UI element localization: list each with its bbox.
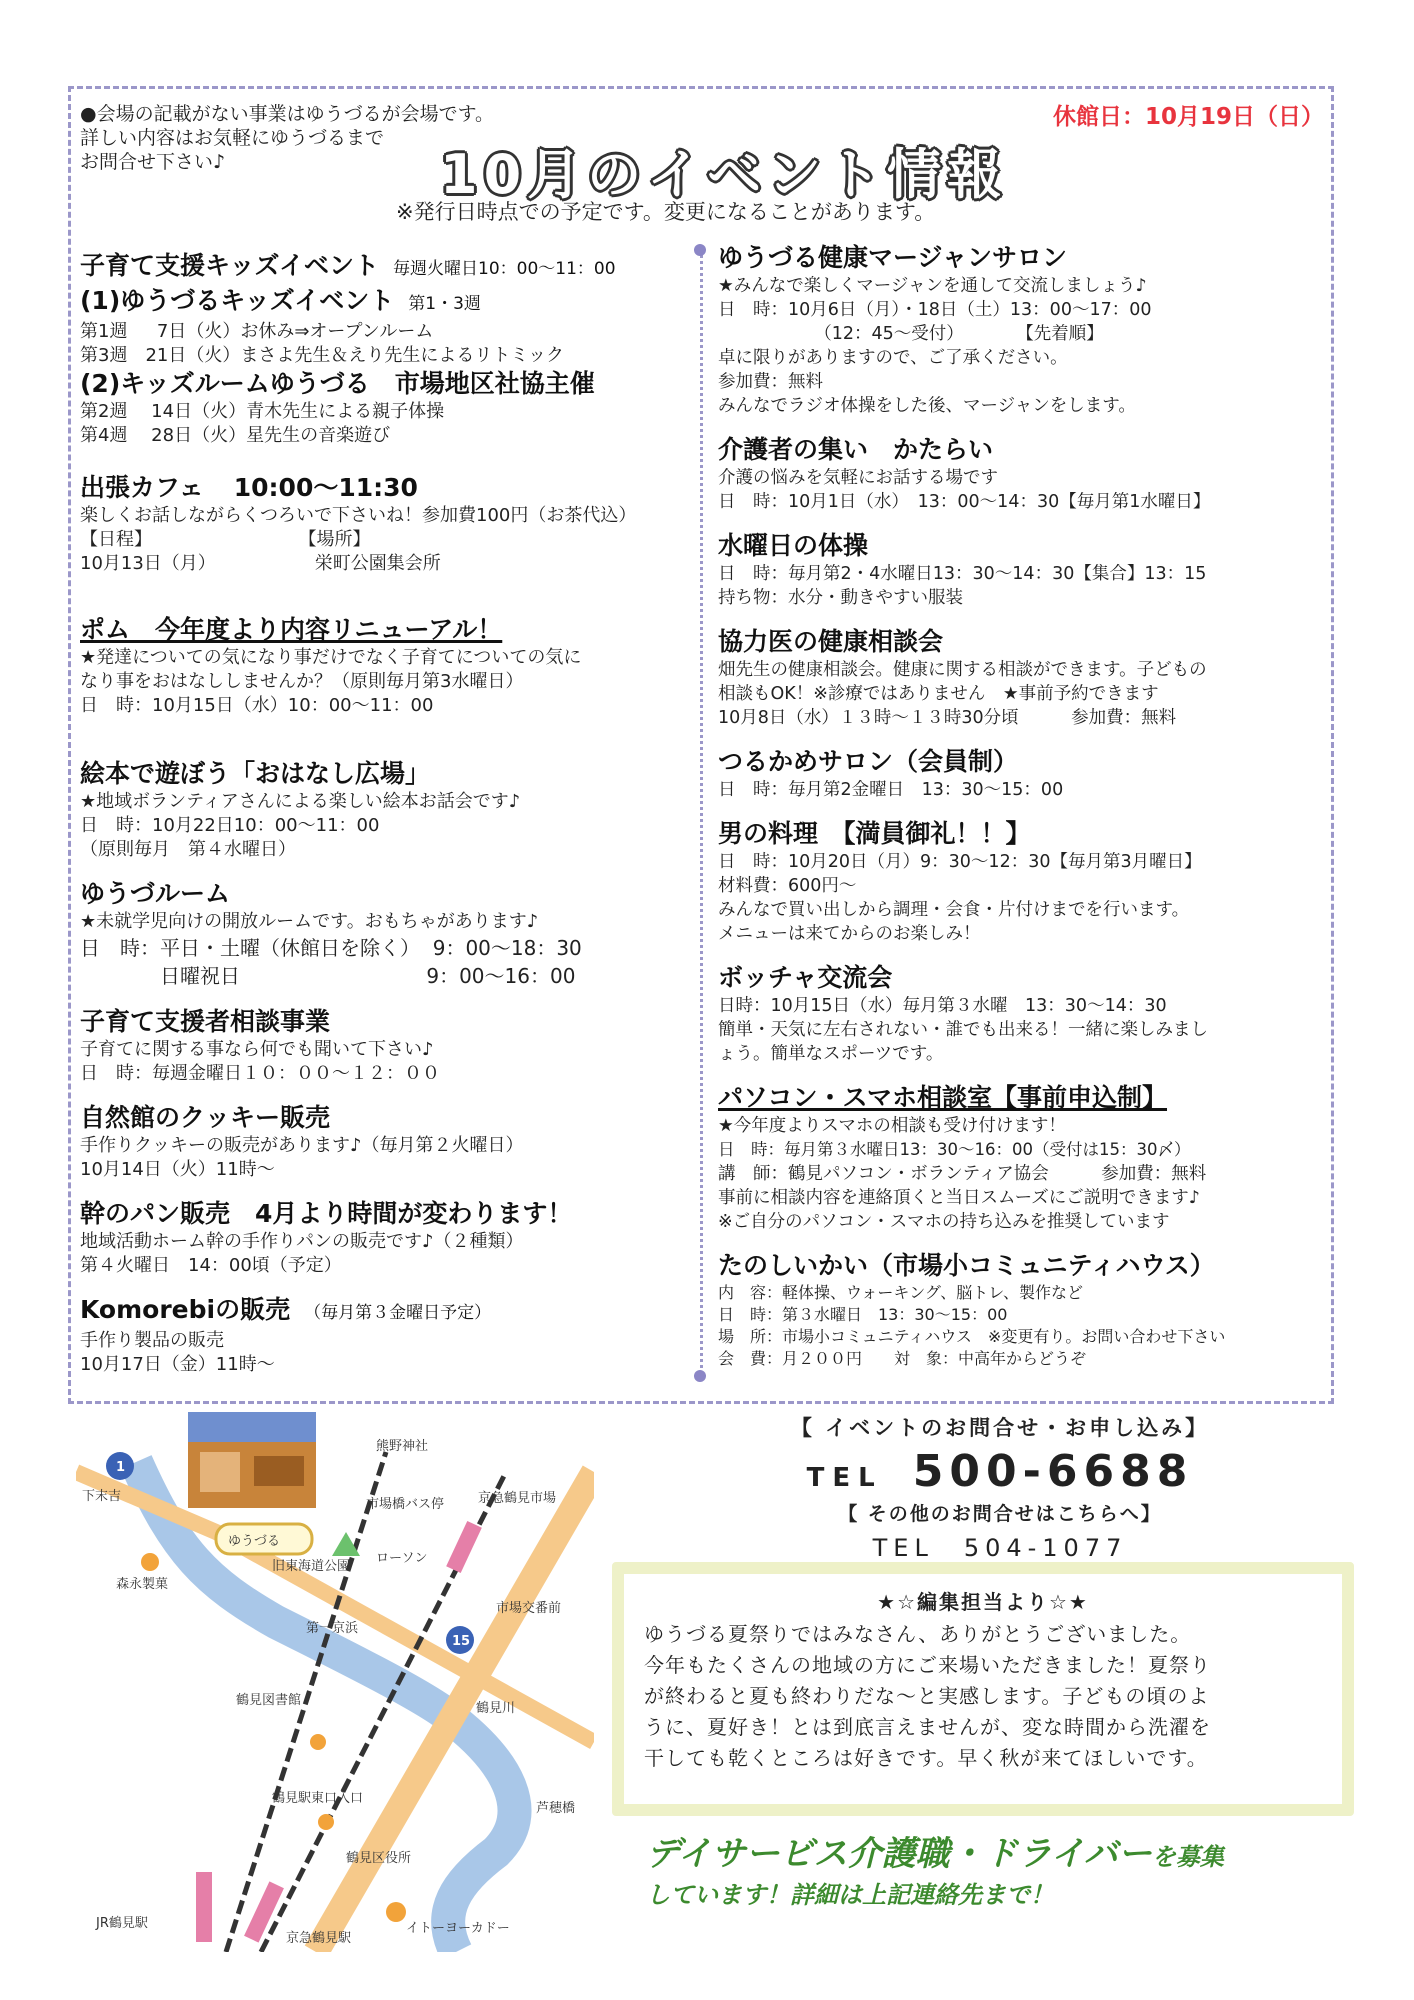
map-graphic — [76, 1412, 594, 1952]
event-line: 日 時：10月6日（月）・18日（土）13：00～17：00 — [718, 300, 1152, 320]
event-room — [80, 878, 692, 990]
event-title: 幹のパン販売 4月より時間が変わります！ — [80, 1199, 573, 1228]
page-subtitle: ※発行日時点での予定です。変更になることがあります。 — [396, 200, 936, 224]
event-line: 日 時：第３水曜日 13：30～15：00 — [718, 1305, 1008, 1324]
map-label: 鶴見川 — [476, 1701, 516, 1716]
editor-title: ★☆編集担当より☆★ — [877, 1590, 1089, 1614]
event-line: ★今年度よりスマホの相談も受け付けます！ — [718, 1116, 1066, 1136]
map-label: 鶴見区役所 — [346, 1851, 412, 1866]
recruit-sub: しています！詳細は上記連絡先まで！ — [646, 1881, 1054, 1909]
event-title: 自然館のクッキー販売 — [80, 1103, 331, 1132]
event-line: 日 時：毎月第2・4水曜日13：30～14：30【集合】13：15 — [718, 564, 1207, 584]
event-line: 日 時：毎月第2金曜日 13：30～15：00 — [718, 780, 1064, 800]
event-title: 絵本で遊ぼう「おはなし広場」 — [80, 759, 431, 788]
recruit-title: デイサービス介護職・ドライバー — [646, 1834, 1152, 1874]
event-line: 介護の悩みを気軽にお話する場です — [718, 468, 998, 488]
event-line: 10月14日（火）11時～ — [80, 1159, 275, 1180]
editor-line: うに、夏好き！とは到底言えませんが、変な時間から洗濯を — [644, 1715, 1211, 1739]
recruit-banner — [646, 1826, 1224, 1910]
map-label: 鶴見駅東口入口 — [272, 1791, 364, 1806]
event-schedule: （毎月第３金曜日予定） — [304, 1303, 492, 1323]
event-line: 日時：10月15日（水）毎月第３水曜 13：30～14：30 — [718, 996, 1167, 1016]
map-label: 鶴見図書館 — [236, 1693, 302, 1708]
event-title: つるかめサロン（会員制） — [718, 747, 1019, 776]
event-picture-book — [80, 758, 692, 862]
venue-note — [80, 102, 494, 174]
event-caregivers — [718, 434, 1330, 514]
event-title: 介護者の集い かたらい — [718, 435, 994, 464]
map-label: 旧東海道公園 — [272, 1559, 351, 1574]
event-title: ゆうづルーム — [80, 879, 231, 908]
event-kids — [80, 250, 692, 448]
event-line: 相談もOK！※診療ではありません ★事前予約できます — [718, 684, 1159, 704]
event-line: 第４火曜日 14：00頃（予定） — [80, 1255, 342, 1276]
event-line: 事前に相談内容を連絡頂くと当日スムーズにご説明できます♪ — [718, 1188, 1200, 1208]
event-line: 手作りクッキーの販売があります♪（毎月第２火曜日） — [80, 1135, 524, 1156]
editor-line: が終わると夏も終わりだな～と実感します。子どもの頃のよ — [644, 1684, 1210, 1708]
map-label: ゆうづる — [228, 1534, 281, 1549]
event-boccia — [718, 962, 1330, 1066]
note-line: お問合せ下さい♪ — [80, 151, 226, 173]
event-line: ★発達についての気になり事だけでなく子育てについての気に — [80, 647, 582, 668]
map-label: イトーヨーカドー — [406, 1921, 510, 1936]
event-line: みんなでラジオ体操をした後、マージャンをします。 — [718, 396, 1136, 416]
event-title: 協力医の健康相談会 — [718, 627, 944, 656]
event-cooking — [718, 818, 1330, 946]
map-label: 芦穂橋 — [536, 1801, 576, 1816]
editor-line: 今年もたくさんの地域の方にご来場いただきました！夏祭り — [644, 1653, 1211, 1677]
event-line: 日 時：平日・土曜（休館日を除く） 9：00～18：30 — [80, 936, 582, 960]
map-label: ローソン — [376, 1551, 428, 1566]
divider-dot-top — [694, 244, 706, 256]
contact-block — [700, 1412, 1300, 1563]
event-line: （原則毎月 第４水曜日） — [80, 839, 296, 860]
event-line: 第4週 28日（火）星先生の音楽遊び — [80, 425, 391, 446]
event-line: 日曜祝日 9：00～16：00 — [80, 964, 576, 988]
note-line: ●会場の記載がない事業はゆうづるが会場です。 — [80, 103, 495, 125]
event-line: 講 師：鶴見パソコン・ボランティア協会 参加費：無料 — [718, 1164, 1207, 1184]
map-label: 市場橋バス停 — [366, 1497, 445, 1512]
event-line: 日 時：毎月第３水曜日13：30～16：00（受付は15：30〆） — [718, 1140, 1191, 1159]
event-line: 手作り製品の販売 — [80, 1330, 224, 1351]
event-cafe — [80, 472, 692, 576]
event-title: ポム 今年度より内容リニューアル！ — [80, 615, 503, 644]
event-line: 第3週 21日（火）まさよ先生＆えり先生によるリトミック — [80, 345, 564, 366]
event-line: 日 時：10月15日（水）10：00～11：00 — [80, 695, 434, 716]
event-title: 水曜日の体操 — [718, 531, 869, 560]
map-label: 京急鶴見駅 — [286, 1931, 352, 1946]
event-title: 出張カフェ — [80, 473, 204, 502]
event-line: 日 時：毎週金曜日１０：００～１２：００ — [80, 1063, 440, 1084]
event-title: 子育て支援者相談事業 — [80, 1007, 331, 1036]
event-tanoshii — [718, 1250, 1330, 1370]
event-line: ★地域ボランティアさんによる楽しい絵本お話会です♪ — [80, 791, 521, 812]
event-bread — [80, 1198, 692, 1278]
event-line: ★みんなで楽しくマージャンを通して交流しましょう♪ — [718, 276, 1147, 296]
editor-note — [612, 1562, 1354, 1816]
event-line: 場 所：市場小コミュニティハウス ※変更有り。お問い合わせ下さい — [718, 1327, 1226, 1346]
closed-day: 休館日：10月19日（日） — [1052, 104, 1324, 130]
event-title: たのしいかい（市場小コミュニティハウス） — [718, 1251, 1215, 1280]
event-time: 10:00～11:30 — [233, 473, 418, 502]
map-label: JR鶴見駅 — [96, 1916, 148, 1931]
event-komorebi — [80, 1294, 692, 1377]
event-line: 材料費：600円～ — [718, 876, 857, 896]
event-line: 10月8日（水）１３時～１３時30分頃 参加費：無料 — [718, 708, 1177, 728]
event-line: 参加費：無料 — [718, 372, 823, 392]
event-exercise — [718, 530, 1330, 610]
event-line: 畑先生の健康相談会。健康に関する相談ができます。子どもの — [718, 660, 1207, 680]
event-consult — [80, 1006, 692, 1086]
event-line: 卓に限りがありますので、ご了承ください。 — [718, 348, 1068, 368]
contact-heading: 【 イベントのお問合せ・お申し込み】 — [790, 1416, 1210, 1440]
editor-line: ゆうづる夏祭りではみなさん、ありがとうございました。 — [644, 1622, 1192, 1646]
event-line: 持ち物：水分・動きやすい服装 — [718, 588, 963, 608]
event-title: 子育て支援キッズイベント — [80, 251, 380, 280]
event-tsurukame — [718, 746, 1330, 802]
event-line: 地域活動ホーム幹の手作りパンの販売です♪（２種類） — [80, 1231, 524, 1252]
event-tel — [700, 1446, 1300, 1497]
event-line: メニューは来てからのお楽しみ！ — [718, 924, 981, 944]
map-label: 森永製菓 — [116, 1577, 169, 1592]
right-column — [718, 242, 1330, 1386]
map-label: 市場交番前 — [496, 1601, 562, 1616]
event-title: (1)ゆうづるキッズイベント — [80, 286, 395, 315]
event-line: 会 費：月２００円 対 象：中高年からどうぞ — [718, 1349, 1087, 1368]
event-title: パソコン・スマホ相談室【事前申込制】 — [718, 1083, 1168, 1112]
event-pom — [80, 614, 692, 718]
event-line: 【日程】 【場所】 — [80, 529, 371, 550]
event-mahjong — [718, 242, 1330, 418]
area-map — [76, 1412, 594, 1952]
event-line: 内 容：軽体操、ウォーキング、脳トレ、製作など — [718, 1283, 1083, 1302]
event-cookie — [80, 1102, 692, 1182]
event-line: ★未就学児向けの開放ルームです。おもちゃがあります♪ — [80, 911, 539, 932]
map-label: 15 — [452, 1634, 471, 1649]
event-line: （12：45～受付） 【先着順】 — [718, 324, 1104, 344]
left-column — [80, 250, 692, 1393]
event-title: ゆうづる健康マージャンサロン — [718, 243, 1068, 272]
event-line: ※ご自分のパソコン・スマホの持ち込みを推奨しています — [718, 1212, 1170, 1232]
map-label: 下末吉 — [82, 1489, 122, 1504]
tel-number: 500-6688 — [912, 1446, 1194, 1497]
recruit-tail: を募集 — [1151, 1843, 1224, 1871]
event-line: 日 時：10月20日（月）9：30～12：30【毎月第3月曜日】 — [718, 852, 1202, 872]
station-jr-tsurumi — [196, 1872, 212, 1942]
page-title: 10月のイベント情報 — [440, 143, 1008, 206]
map-label: 1 — [116, 1460, 126, 1475]
map-label: 京急鶴見市場 — [478, 1491, 557, 1506]
divider-dot-bottom — [694, 1370, 706, 1382]
event-line: ょう。簡単なスポーツです。 — [718, 1044, 944, 1064]
event-title: Komorebiの販売 — [80, 1295, 291, 1324]
event-line: 第2週 14日（火）青木先生による親子体操 — [80, 401, 445, 422]
map-label: 第一京浜 — [306, 1621, 359, 1636]
event-line: 日 時：10月22日10：00～11：00 — [80, 815, 380, 836]
other-tel: TEL 504-1077 — [872, 1534, 1128, 1562]
event-line: 日 時：10月1日（水） 13：00～14：30【毎月第1水曜日】 — [718, 492, 1211, 512]
tel-label: TEL — [806, 1463, 883, 1493]
event-schedule: 毎週火曜日10：00～11：00 — [393, 259, 616, 279]
event-line: みんなで買い出しから調理・会食・片付けまでを行います。 — [718, 900, 1190, 920]
column-divider — [700, 248, 703, 1376]
event-line: なり事をおはなししませんか？（原則毎月第3水曜日） — [80, 671, 524, 692]
event-line: 10月13日（月） 栄町公園集会所 — [80, 553, 441, 574]
event-title: 男の料理 【満員御礼！！】 — [718, 819, 1031, 848]
event-line: 楽しくお話しながらくつろいで下さいね！参加費100円（お茶代込） — [80, 505, 637, 526]
contact-other: 【 その他のお問合せはこちらへ】 — [838, 1503, 1162, 1525]
event-title: ボッチャ交流会 — [718, 963, 893, 992]
event-title: (2)キッズルームゆうづる 市場地区社協主催 — [80, 369, 595, 398]
event-pc — [718, 1082, 1330, 1234]
editor-body — [644, 1619, 1322, 1774]
editor-line: 干しても乾くところは好きです。早く秋が来てほしいです。 — [644, 1746, 1208, 1770]
event-line: 10月17日（金）11時～ — [80, 1354, 275, 1375]
event-line: 子育てに関する事なら何でも聞いて下さい♪ — [80, 1039, 434, 1060]
event-health — [718, 626, 1330, 730]
event-line: 第1週 7日（火）お休み⇒オープンルーム — [80, 321, 434, 342]
event-line: 簡単・天気に左右されない・誰でも出来る！一緒に楽しみまし — [718, 1020, 1208, 1040]
map-label: 熊野神社 — [376, 1439, 429, 1454]
event-schedule: 第1・3週 — [408, 294, 481, 314]
note-line: 詳しい内容はお気軽にゆうづるまで — [80, 127, 385, 149]
